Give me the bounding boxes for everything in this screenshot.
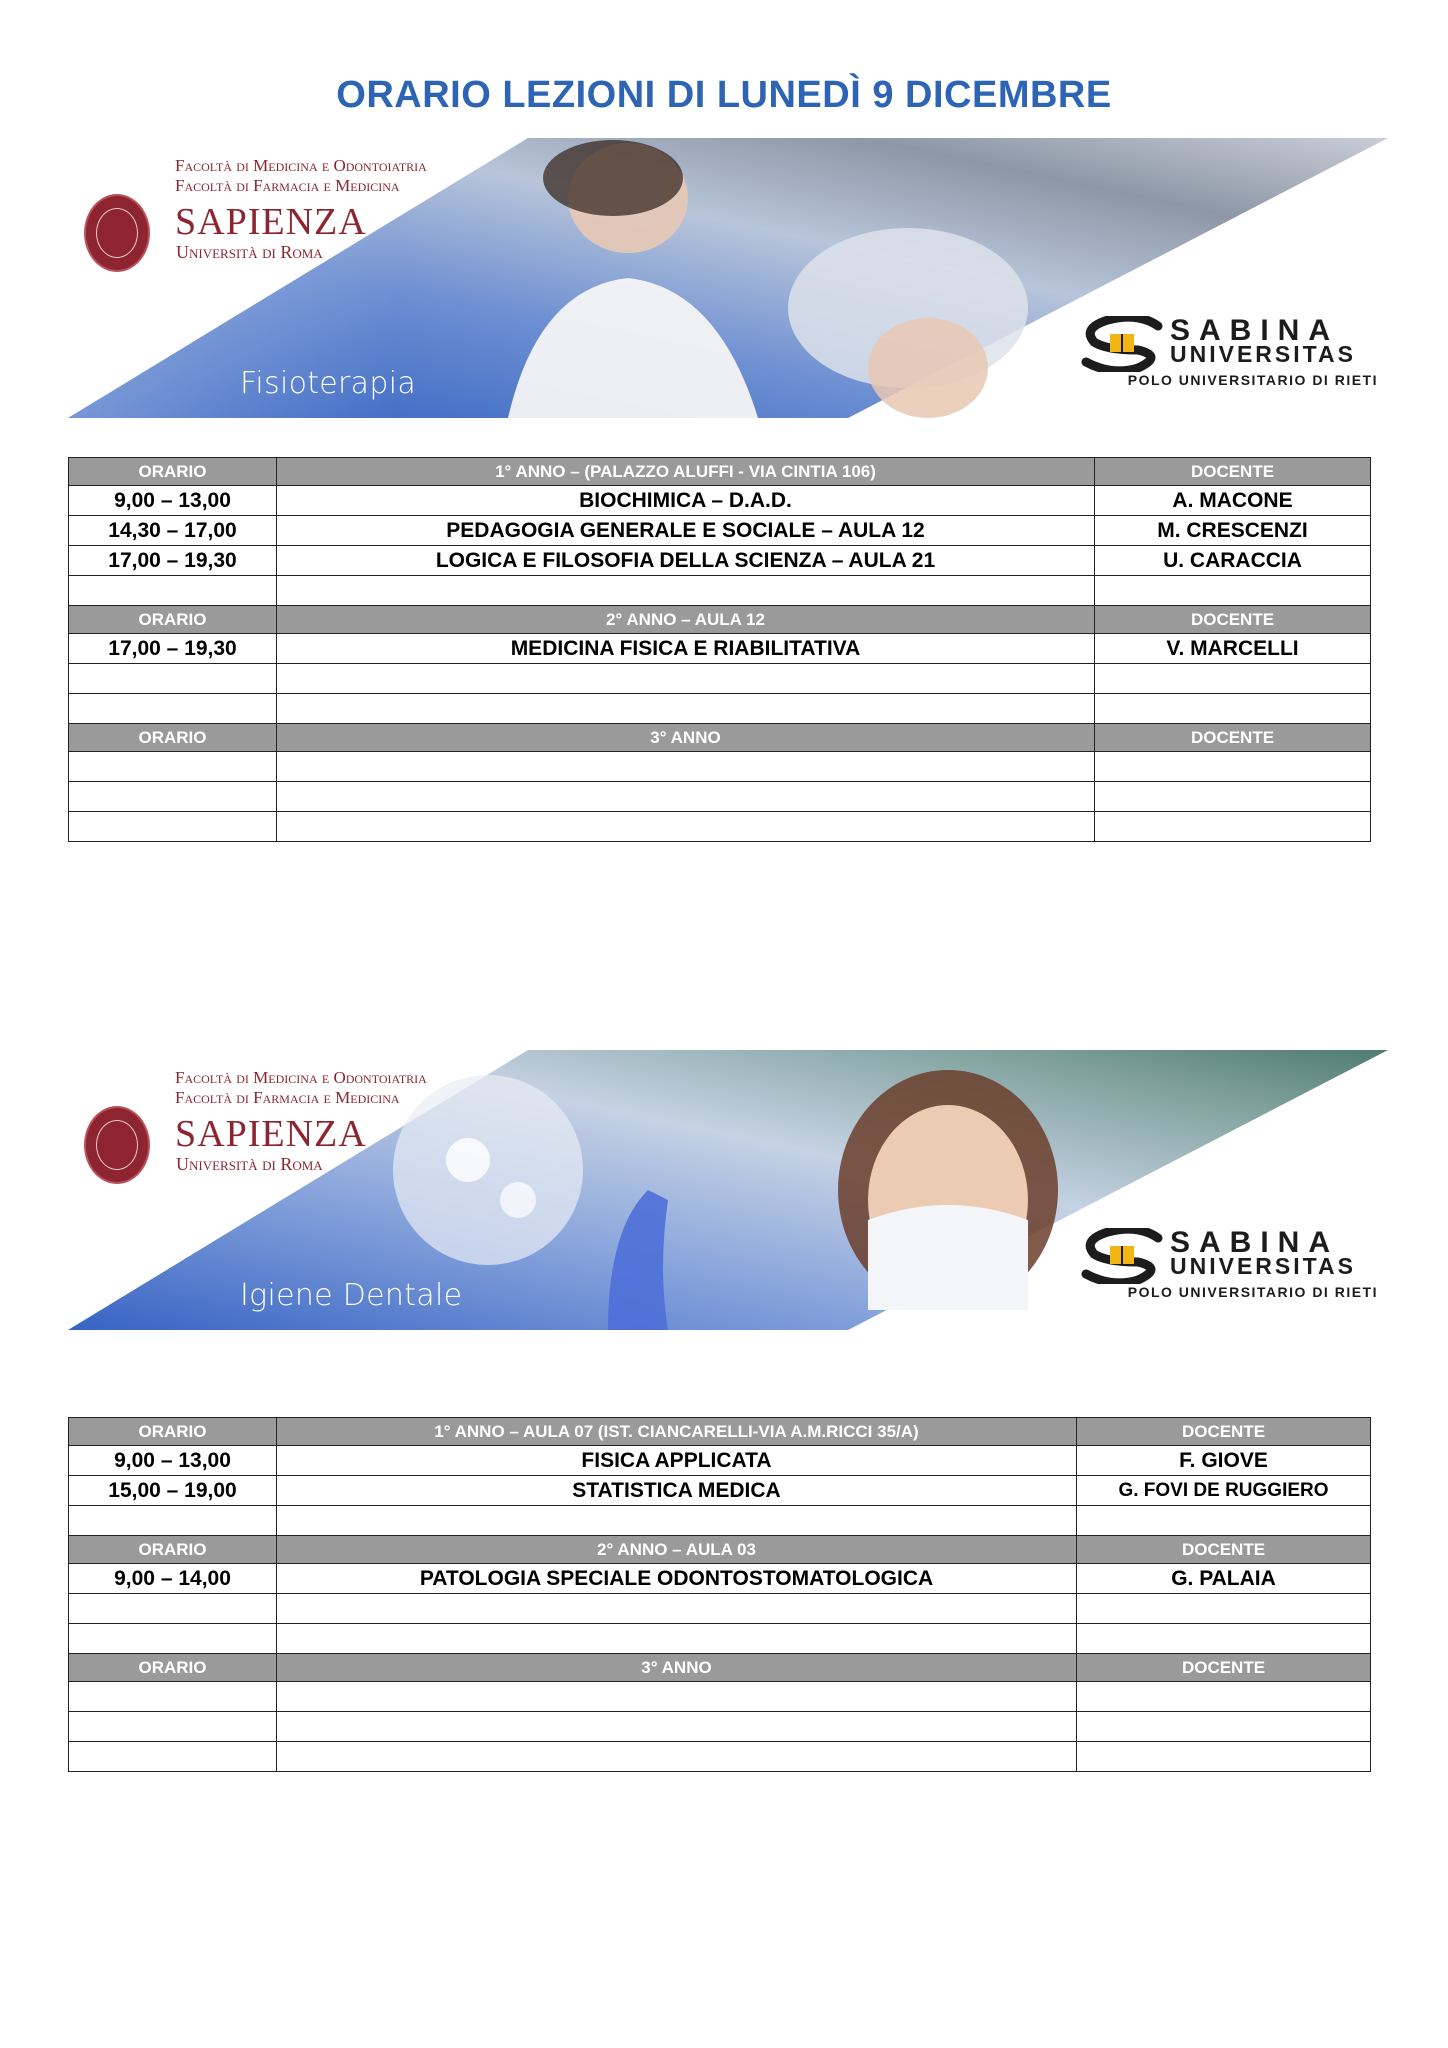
teacher-cell <box>1077 1624 1371 1654</box>
table-header-row <box>69 1536 1371 1564</box>
teacher-cell <box>1095 782 1371 812</box>
lesson-cell <box>277 1594 1077 1624</box>
header-cell: 2° ANNO – AULA 03 <box>277 1536 1077 1564</box>
university-city: Università di Roma <box>176 242 323 262</box>
header-cell: ORARIO <box>69 1654 277 1682</box>
sabina-polo: POLO UNIVERSITARIO DI RIETI <box>1127 1284 1378 1300</box>
table-row <box>69 486 1371 516</box>
teacher-cell <box>1077 1742 1371 1772</box>
table-row <box>69 782 1371 812</box>
header-cell: DOCENTE <box>1095 458 1371 486</box>
time-cell <box>69 694 277 724</box>
teacher-cell: F. GIOVE <box>1077 1446 1371 1476</box>
time-cell <box>69 1712 277 1742</box>
time-cell <box>69 812 277 842</box>
header-cell: ORARIO <box>69 1536 277 1564</box>
header-cell: DOCENTE <box>1077 1654 1371 1682</box>
table-row <box>69 812 1371 842</box>
teacher-cell <box>1095 812 1371 842</box>
table-row <box>69 1712 1371 1742</box>
header-cell: DOCENTE <box>1095 724 1371 752</box>
teacher-cell: G. FOVI DE RUGGIERO <box>1077 1476 1371 1506</box>
header-cell: 3° ANNO <box>277 1654 1077 1682</box>
table-header-row <box>69 1654 1371 1682</box>
lesson-cell: PATOLOGIA SPECIALE ODONTOSTOMATOLOGICA <box>277 1564 1077 1594</box>
time-cell <box>69 752 277 782</box>
table-row <box>69 1446 1371 1476</box>
table-row <box>69 1564 1371 1594</box>
table-row <box>69 634 1371 664</box>
lesson-cell <box>277 664 1095 694</box>
header-cell: DOCENTE <box>1077 1418 1371 1446</box>
time-cell: 9,00 – 13,00 <box>69 1446 277 1476</box>
teacher-cell <box>1095 752 1371 782</box>
page-title: ORARIO LEZIONI DI LUNEDÌ 9 DICEMBRE <box>336 74 1112 116</box>
time-cell <box>69 1742 277 1772</box>
header-cell: 1° ANNO – AULA 07 (IST. CIANCARELLI-VIA A.M.RICCI 35/A) <box>277 1418 1077 1446</box>
time-cell <box>69 664 277 694</box>
faculty-line-2: Facoltà di Farmacia e Medicina <box>175 1088 400 1107</box>
schedule-table-fisioterapia <box>68 457 1371 842</box>
lesson-cell: LOGICA E FILOSOFIA DELLA SCIENZA – AULA 21 <box>277 546 1095 576</box>
header-cell: ORARIO <box>69 1418 277 1446</box>
teacher-cell: M. CRESCENZI <box>1095 516 1371 546</box>
lesson-cell: FISICA APPLICATA <box>277 1446 1077 1476</box>
schedule-table-igiene-dentale <box>68 1417 1371 1772</box>
teacher-cell: V. MARCELLI <box>1095 634 1371 664</box>
lesson-cell <box>277 812 1095 842</box>
sapienza-seal-icon <box>84 194 150 272</box>
teacher-cell <box>1077 1682 1371 1712</box>
table-header-row <box>69 458 1371 486</box>
faculty-lines <box>175 1068 427 1108</box>
lesson-cell <box>277 576 1095 606</box>
university-name: SAPIENZA <box>175 1113 367 1155</box>
time-cell <box>69 1506 277 1536</box>
table-row <box>69 516 1371 546</box>
lesson-cell: PEDAGOGIA GENERALE E SOCIALE – AULA 12 <box>277 516 1095 546</box>
lesson-cell: STATISTICA MEDICA <box>277 1476 1077 1506</box>
sabina-s-book-icon <box>1078 316 1166 372</box>
teacher-cell: A. MACONE <box>1095 486 1371 516</box>
time-cell <box>69 576 277 606</box>
sabina-logo <box>1078 1228 1378 1298</box>
table-header-row <box>69 606 1371 634</box>
time-cell <box>69 782 277 812</box>
university-city: Università di Roma <box>176 1154 323 1174</box>
course-name: Fisioterapia <box>240 366 417 401</box>
table-row <box>69 576 1371 606</box>
header-cell: DOCENTE <box>1077 1536 1371 1564</box>
time-cell <box>69 1624 277 1654</box>
teacher-cell: U. CARACCIA <box>1095 546 1371 576</box>
table-row <box>69 546 1371 576</box>
sabina-word: SABINA <box>1170 314 1340 347</box>
table-row <box>69 664 1371 694</box>
time-cell <box>69 1682 277 1712</box>
sabina-sub: UNIVERSITAS <box>1170 1253 1356 1279</box>
header-cell: 2° ANNO – AULA 12 <box>277 606 1095 634</box>
table-row <box>69 1682 1371 1712</box>
lesson-cell: BIOCHIMICA – D.A.D. <box>277 486 1095 516</box>
lesson-cell <box>277 694 1095 724</box>
sabina-word: SABINA <box>1170 1226 1340 1259</box>
teacher-cell <box>1077 1712 1371 1742</box>
sapienza-seal-icon <box>84 1106 150 1184</box>
table-header-row <box>69 1418 1371 1446</box>
time-cell <box>69 1594 277 1624</box>
header-cell: 1° ANNO – (PALAZZO ALUFFI - VIA CINTIA 106) <box>277 458 1095 486</box>
table-row <box>69 1742 1371 1772</box>
faculty-line-2: Facoltà di Farmacia e Medicina <box>175 176 400 195</box>
lesson-cell <box>277 1712 1077 1742</box>
university-name: SAPIENZA <box>175 201 367 243</box>
table-row <box>69 752 1371 782</box>
sabina-logo <box>1078 316 1378 386</box>
lesson-cell <box>277 1742 1077 1772</box>
teacher-cell: G. PALAIA <box>1077 1564 1371 1594</box>
faculty-line-1: Facoltà di Medicina e Odontoiatria <box>175 1068 427 1087</box>
sabina-sub: UNIVERSITAS <box>1170 341 1356 367</box>
header-cell: ORARIO <box>69 606 277 634</box>
header-cell: 3° ANNO <box>277 724 1095 752</box>
lesson-cell <box>277 752 1095 782</box>
table-row <box>69 694 1371 724</box>
lesson-cell <box>277 1682 1077 1712</box>
teacher-cell <box>1095 694 1371 724</box>
header-cell: ORARIO <box>69 724 277 752</box>
faculty-line-1: Facoltà di Medicina e Odontoiatria <box>175 156 427 175</box>
sabina-polo: POLO UNIVERSITARIO DI RIETI <box>1127 372 1378 388</box>
course-name: Igiene Dentale <box>240 1278 463 1313</box>
lesson-cell <box>277 1624 1077 1654</box>
time-cell: 17,00 – 19,30 <box>69 546 277 576</box>
table-row <box>69 1506 1371 1536</box>
teacher-cell <box>1077 1594 1371 1624</box>
teacher-cell <box>1077 1506 1371 1536</box>
banner-fisioterapia <box>68 138 1388 418</box>
table-row <box>69 1624 1371 1654</box>
faculty-lines <box>175 156 427 196</box>
teacher-cell <box>1095 576 1371 606</box>
time-cell: 9,00 – 13,00 <box>69 486 277 516</box>
lesson-cell: MEDICINA FISICA E RIABILITATIVA <box>277 634 1095 664</box>
time-cell: 15,00 – 19,00 <box>69 1476 277 1506</box>
lesson-cell <box>277 1506 1077 1536</box>
time-cell: 9,00 – 14,00 <box>69 1564 277 1594</box>
header-cell: DOCENTE <box>1095 606 1371 634</box>
time-cell: 14,30 – 17,00 <box>69 516 277 546</box>
banner-igiene-dentale <box>68 1050 1388 1330</box>
table-header-row <box>69 724 1371 752</box>
lesson-cell <box>277 782 1095 812</box>
header-cell: ORARIO <box>69 458 277 486</box>
sabina-s-book-icon <box>1078 1228 1166 1284</box>
table-row <box>69 1476 1371 1506</box>
table-row <box>69 1594 1371 1624</box>
time-cell: 17,00 – 19,30 <box>69 634 277 664</box>
teacher-cell <box>1095 664 1371 694</box>
